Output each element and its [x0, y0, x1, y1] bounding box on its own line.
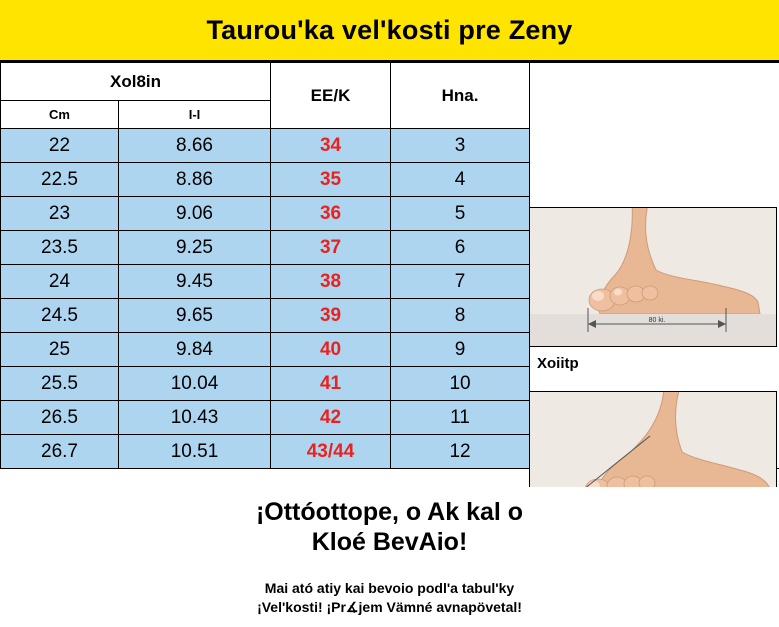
cell-hna: 10: [391, 367, 530, 401]
cta-text: [0, 497, 779, 557]
cell-eek: 37: [271, 231, 391, 265]
cell-eek: 43/44: [271, 435, 391, 469]
header-banner: [0, 0, 779, 62]
cell-cm: 24.5: [1, 299, 119, 333]
cell-hna: 5: [391, 197, 530, 231]
cell-cm: 23: [1, 197, 119, 231]
cell-eek: 34: [271, 129, 391, 163]
cell-cm: 22: [1, 129, 119, 163]
cta-line-2: Kloé BevAio!: [311, 528, 468, 556]
cell-inch: 9.84: [119, 333, 271, 367]
cell-cm: 25: [1, 333, 119, 367]
cell-eek: 38: [271, 265, 391, 299]
header-eek: EE/K: [271, 63, 391, 129]
cell-eek: 40: [271, 333, 391, 367]
cell-hna: 9: [391, 333, 530, 367]
cell-inch: 9.45: [119, 265, 271, 299]
instruction-line-1: Mai ató atiy kai bevoio podl'a tabul'ky: [264, 580, 515, 596]
cell-inch: 10.43: [119, 401, 271, 435]
cell-cm: 26.5: [1, 401, 119, 435]
cell-cm: 23.5: [1, 231, 119, 265]
cell-hna: 4: [391, 163, 530, 197]
cell-inch: 10.04: [119, 367, 271, 401]
header-cm: Cm: [1, 101, 119, 129]
cell-cm: 24: [1, 265, 119, 299]
cell-hna: 12: [391, 435, 530, 469]
cell-hna: 6: [391, 231, 530, 265]
foot-side-view-icon: [530, 208, 776, 346]
cell-inch: 9.65: [119, 299, 271, 333]
header-inch: I-I: [119, 101, 271, 129]
instruction-line-2: ¡Vel'kosti! ¡Pr∡jem Vämné avnapövetal!: [257, 598, 522, 615]
illustration-caption: Xoiitp: [537, 355, 579, 372]
cell-cm: 25.5: [1, 367, 119, 401]
table-header-row-1: [1, 63, 779, 101]
cell-cm: 22.5: [1, 163, 119, 197]
cell-inch: 9.06: [119, 197, 271, 231]
cell-eek: 36: [271, 197, 391, 231]
header-group-left: Xol8in: [1, 63, 271, 101]
cell-inch: 9.25: [119, 231, 271, 265]
page-title: Taurou'ka vel'kosti pre Zeny: [206, 14, 573, 45]
bottom-text-area: [0, 487, 779, 627]
foot-illustration-top: [529, 207, 777, 347]
cell-hna: 7: [391, 265, 530, 299]
cell-inch: 8.86: [119, 163, 271, 197]
cell-eek: 39: [271, 299, 391, 333]
cell-hna: 8: [391, 299, 530, 333]
cell-cm: 26.7: [1, 435, 119, 469]
cell-inch: 8.66: [119, 129, 271, 163]
cell-eek: 42: [271, 401, 391, 435]
cell-inch: 10.51: [119, 435, 271, 469]
header-hna: Hna.: [391, 63, 530, 129]
svg-text:80 ki.: 80 ki.: [648, 317, 666, 324]
cell-eek: 35: [271, 163, 391, 197]
cta-line-1: ¡Ottóottope, o Ak kal o: [255, 498, 524, 526]
cell-hna: 11: [391, 401, 530, 435]
cell-hna: 3: [391, 129, 530, 163]
cell-eek: 41: [271, 367, 391, 401]
